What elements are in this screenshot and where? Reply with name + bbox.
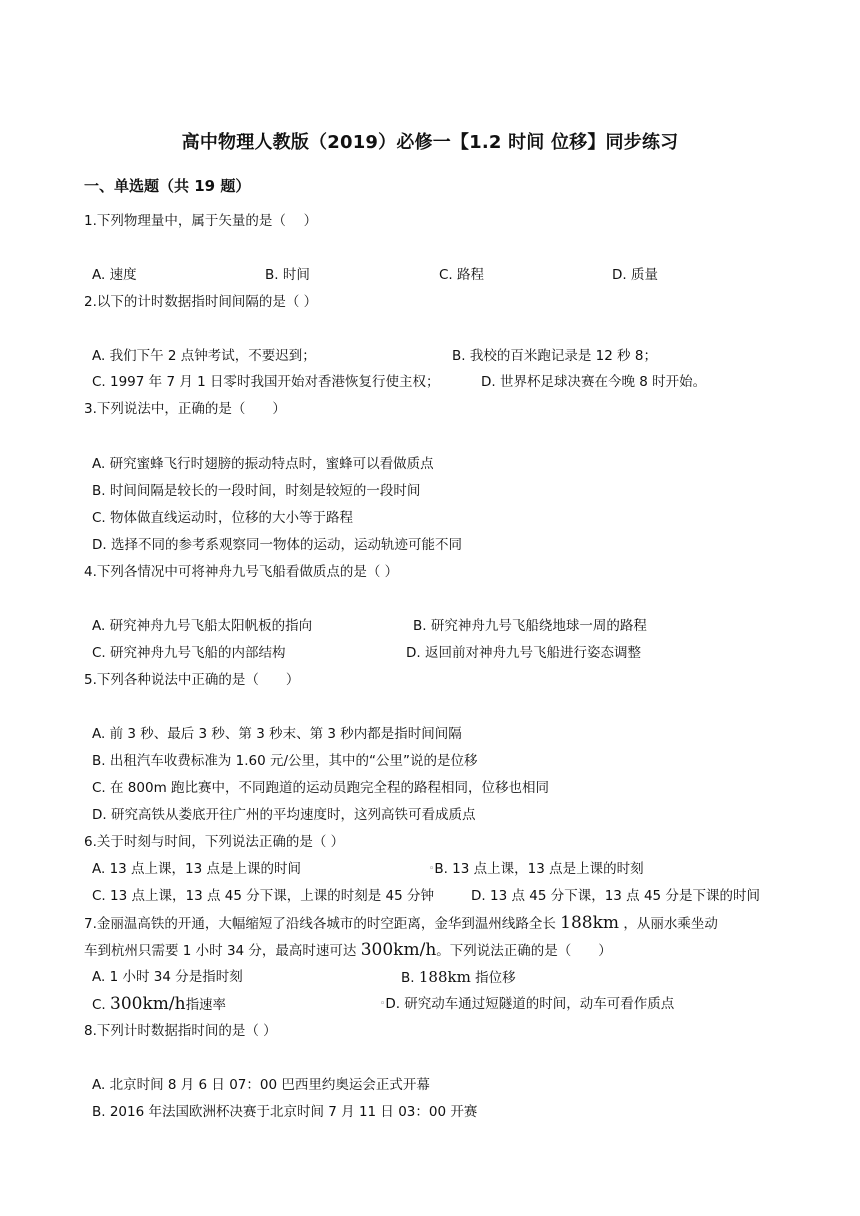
question-8-stem: 8.下列计时数据指时间的是（ ） bbox=[84, 1023, 277, 1039]
option-c-speed-value: 300km/h bbox=[110, 994, 186, 1014]
question-7-stem-line-2 bbox=[84, 941, 612, 960]
question-1-option-c: C. 路程 bbox=[439, 267, 485, 283]
question-7-stem-text-4: 。下列说法正确的是（ ） bbox=[436, 943, 612, 959]
question-1-option-a: A. 速度 bbox=[92, 267, 137, 283]
option-c-label: C. bbox=[92, 997, 111, 1013]
question-7-option-c bbox=[92, 995, 226, 1014]
question-2-option-b: B. 我校的百米跑记录是 12 秒 8； bbox=[452, 348, 657, 364]
question-7-stem-text-3: 车到杭州只需要 1 小时 34 分，最高时速可达 bbox=[84, 943, 361, 959]
question-4-option-c: C. 研究神舟九号飞船的内部结构 bbox=[92, 645, 286, 661]
question-5-option-c: C. 在 800m 跑比赛中，不同跑道的运动员跑完全程的路程相同，位移也相同 bbox=[92, 780, 550, 796]
page-title: 高中物理人教版（2019）必修一【1.2 时间 位移】同步练习 bbox=[181, 132, 679, 153]
question-2-stem: 2.以下的计时数据指时间间隔的是（ ） bbox=[84, 294, 318, 310]
question-1-option-b: B. 时间 bbox=[265, 267, 310, 283]
question-3-stem: 3.下列说法中，正确的是（ ） bbox=[84, 401, 286, 417]
question-5-option-a: A. 前 3 秒、最后 3 秒、第 3 秒末、第 3 秒内都是指时间间隔 bbox=[92, 726, 462, 742]
question-7-option-b bbox=[401, 968, 516, 987]
question-6-option-b bbox=[429, 860, 644, 878]
question-7-stem-text-1: 7.金丽温高铁的开通，大幅缩短了沿线各城市的时空距离，金华到温州线路全长 bbox=[84, 916, 561, 932]
question-4-option-d: D. 返回前对神舟九号飞船进行姿态调整 bbox=[406, 645, 641, 661]
question-2-option-d: D. 世界杯足球决赛在今晚 8 时开始。 bbox=[481, 374, 707, 390]
question-7-option-a: A. 1 小时 34 分是指时刻 bbox=[92, 969, 243, 985]
question-7-option-d-text: D. 研究动车通过短隧道的时间，动车可看作质点 bbox=[385, 996, 675, 1012]
question-6-stem: 6.关于时刻与时间，下列说法正确的是（ ） bbox=[84, 834, 345, 850]
question-3-option-c: C. 物体做直线运动时，位移的大小等于路程 bbox=[92, 510, 354, 526]
speed-value: 300km/h bbox=[360, 940, 437, 960]
bullet-dot-icon: ◦ bbox=[429, 864, 435, 874]
question-2-option-c: C. 1997 年 7 月 1 日零时我国开始对香港恢复行使主权； bbox=[92, 374, 440, 390]
question-8-option-b: B. 2016 年法国欧洲杯决赛于北京时间 7 月 11 日 03：00 开赛 bbox=[92, 1104, 478, 1120]
question-7-stem-line-1 bbox=[84, 914, 718, 933]
question-1-stem: 1.下列物理量中，属于矢量的是（ ） bbox=[84, 213, 318, 229]
distance-value: 188km bbox=[560, 913, 620, 933]
option-b-label: B. bbox=[401, 970, 419, 986]
bullet-dot-icon: ◦ bbox=[380, 999, 386, 1009]
question-4-option-a: A. 研究神舟九号飞船太阳帆板的指向 bbox=[92, 618, 313, 634]
question-6-option-a: A. 13 点上课，13 点是上课的时间 bbox=[92, 861, 302, 877]
option-b-distance-value: 188km bbox=[418, 968, 471, 986]
section-heading: 一、单选题（共 19 题） bbox=[84, 177, 251, 195]
question-5-option-d: D. 研究高铁从娄底开往广州的平均速度时，这列高铁可看成质点 bbox=[92, 807, 476, 823]
question-3-option-d: D. 选择不同的参考系观察同一物体的运动，运动轨迹可能不同 bbox=[92, 537, 462, 553]
question-7-stem-text-2: ，从丽水乘坐动 bbox=[619, 916, 718, 932]
question-4-option-b: B. 研究神舟九号飞船绕地球一周的路程 bbox=[413, 618, 647, 634]
question-5-option-b: B. 出租汽车收费标准为 1.60 元/公里，其中的“公里”说的是位移 bbox=[92, 753, 478, 769]
question-5-stem: 5.下列各种说法中正确的是（ ） bbox=[84, 672, 300, 688]
question-3-option-b: B. 时间间隔是较长的一段时间，时刻是较短的一段时间 bbox=[92, 483, 421, 499]
question-3-option-a: A. 研究蜜蜂飞行时翅膀的振动特点时，蜜蜂可以看做质点 bbox=[92, 456, 434, 472]
question-8-option-a: A. 北京时间 8 月 6 日 07：00 巴西里约奥运会正式开幕 bbox=[92, 1077, 430, 1093]
question-4-stem: 4.下列各情况中可将神舟九号飞船看做质点的是（ ） bbox=[84, 564, 399, 580]
question-7-option-d bbox=[380, 995, 674, 1013]
option-c-text: 指速率 bbox=[185, 997, 227, 1013]
question-2-option-a: A. 我们下午 2 点钟考试，不要迟到； bbox=[92, 348, 316, 364]
question-6-option-b-text: B. 13 点上课，13 点是上课的时刻 bbox=[434, 861, 644, 877]
option-b-text: 指位移 bbox=[470, 970, 516, 986]
question-6-option-c: C. 13 点上课，13 点 45 分下课，上课的时刻是 45 分钟 bbox=[92, 888, 434, 904]
question-1-option-d: D. 质量 bbox=[612, 267, 658, 283]
question-6-option-d: D. 13 点 45 分下课，13 点 45 分是下课的时间 bbox=[471, 888, 760, 904]
